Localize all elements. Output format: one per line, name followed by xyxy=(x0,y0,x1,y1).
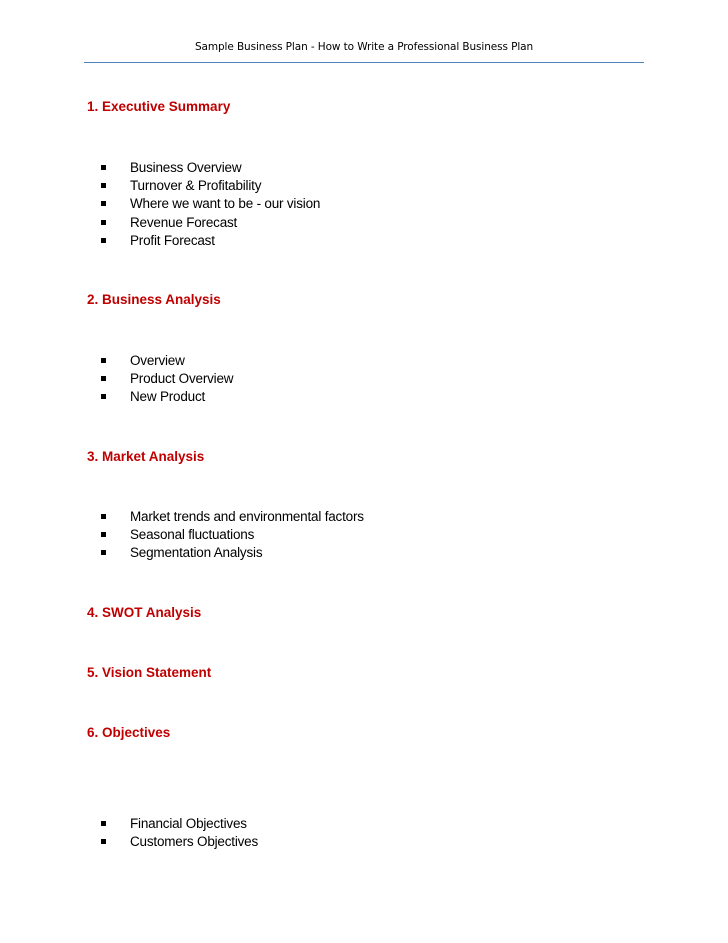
list-item xyxy=(99,388,233,406)
list-item xyxy=(99,544,364,562)
header-divider xyxy=(84,62,644,63)
list-item-label: Profit Forecast xyxy=(130,233,215,249)
section-objectives xyxy=(87,725,647,741)
list-item xyxy=(99,195,320,213)
list-item-label: Revenue Forecast xyxy=(130,214,238,230)
square-bullet-icon xyxy=(101,165,106,170)
square-bullet-icon xyxy=(101,550,106,555)
section-heading: 4. SWOT Analysis xyxy=(87,605,202,620)
square-bullet-icon xyxy=(101,376,106,381)
section-heading: 6. Objectives xyxy=(87,725,171,740)
bullet-list-business-analysis xyxy=(99,351,233,406)
section-heading: 5. Vision Statement xyxy=(87,665,212,680)
square-bullet-icon xyxy=(101,201,106,206)
section-market-analysis xyxy=(87,449,647,465)
list-item-label: Overview xyxy=(130,352,185,368)
square-bullet-icon xyxy=(101,514,106,519)
list-item xyxy=(99,832,258,850)
square-bullet-icon xyxy=(101,532,106,537)
section-vision-statement xyxy=(87,665,647,681)
section-swot-analysis xyxy=(87,605,647,621)
square-bullet-icon xyxy=(101,394,106,399)
list-item xyxy=(99,814,258,832)
section-business-analysis xyxy=(87,292,647,308)
page-header-title: Sample Business Plan - How to Write a Professional Business Plan xyxy=(194,41,534,53)
list-item-label: New Product xyxy=(130,389,206,405)
list-item-label: Product Overview xyxy=(130,371,234,387)
bullet-list-executive-summary xyxy=(99,158,320,250)
list-item-label: Turnover & Profitability xyxy=(130,178,262,194)
list-item-label: Where we want to be - our vision xyxy=(130,196,321,212)
square-bullet-icon xyxy=(101,821,106,826)
list-item-label: Seasonal fluctuations xyxy=(130,527,255,543)
list-item-label: Financial Objectives xyxy=(130,815,247,831)
section-heading: 2. Business Analysis xyxy=(87,292,221,307)
square-bullet-icon xyxy=(101,220,106,225)
list-item-label: Market trends and environmental factors xyxy=(130,508,364,524)
square-bullet-icon xyxy=(101,238,106,243)
bullet-list-market-analysis xyxy=(99,507,364,562)
list-item xyxy=(99,213,320,231)
list-item xyxy=(99,176,320,194)
section-heading: 1. Executive Summary xyxy=(87,99,231,114)
section-executive-summary xyxy=(87,99,647,115)
list-item-label: Business Overview xyxy=(130,159,242,175)
square-bullet-icon xyxy=(101,183,106,188)
list-item xyxy=(99,507,364,525)
list-item xyxy=(99,158,320,176)
square-bullet-icon xyxy=(101,358,106,363)
list-item xyxy=(99,232,320,250)
section-heading: 3. Market Analysis xyxy=(87,449,205,464)
list-item xyxy=(99,369,233,387)
bullet-list-objectives xyxy=(99,814,258,851)
list-item-label: Segmentation Analysis xyxy=(130,545,263,561)
list-item xyxy=(99,351,233,369)
square-bullet-icon xyxy=(101,839,106,844)
list-item xyxy=(99,525,364,543)
list-item-label: Customers Objectives xyxy=(130,834,259,850)
